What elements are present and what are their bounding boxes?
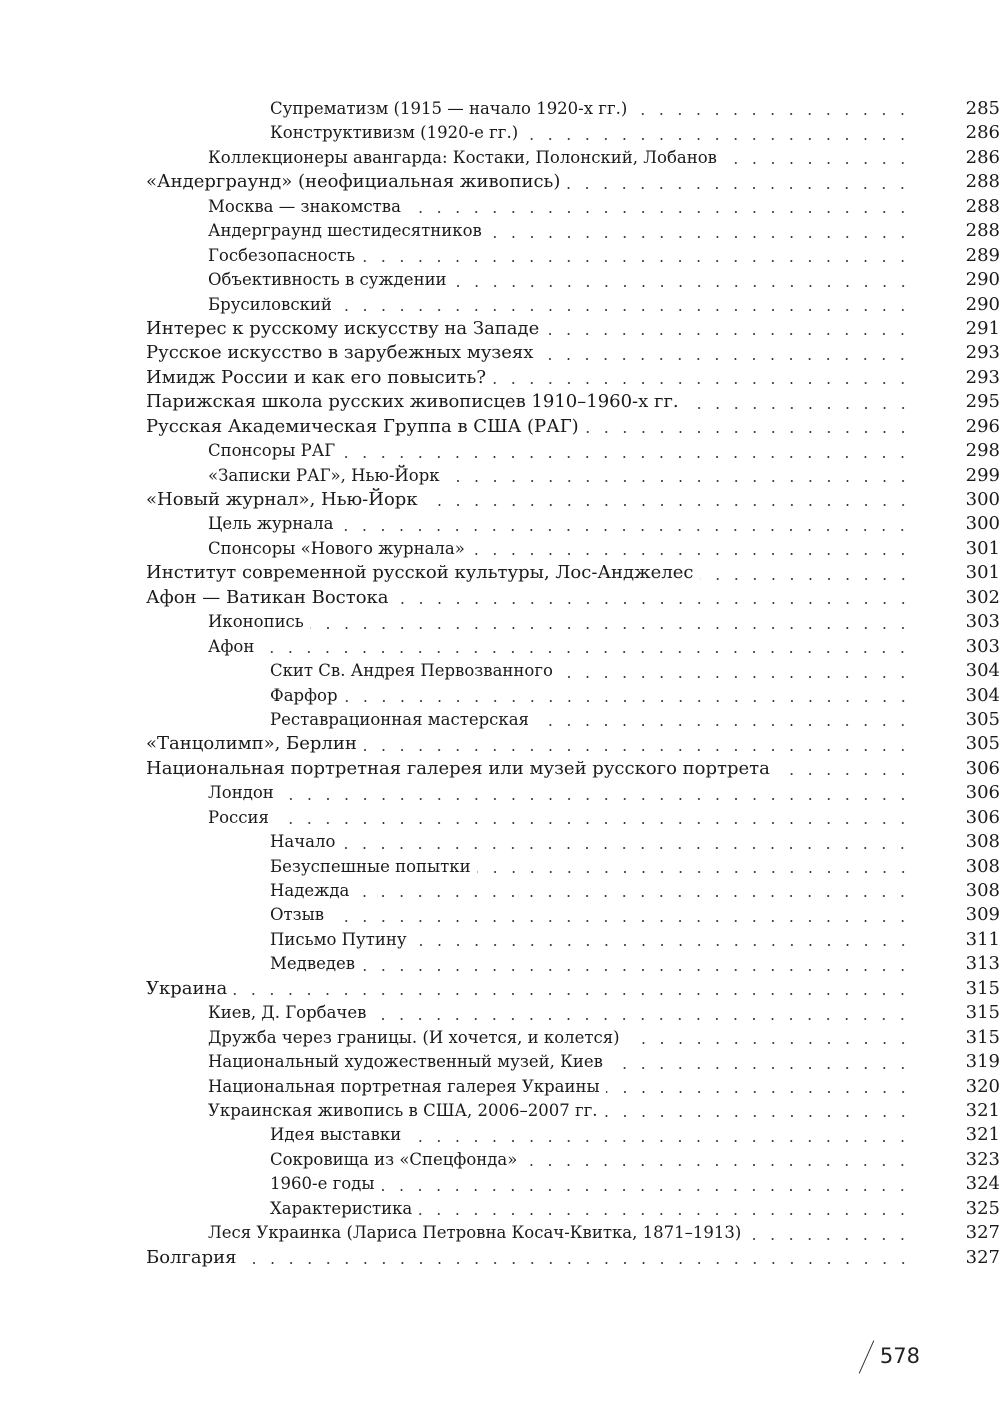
- toc-entry-title: Афон — Ватикан Востока: [146, 586, 389, 608]
- toc-entry: [0, 879, 1000, 903]
- toc-entry: [0, 952, 1000, 976]
- toc-entry-page: 286: [965, 146, 1000, 168]
- toc-entry-title: Дружба через границы. (И хочется, и колется): [208, 1027, 620, 1047]
- toc-entry-title: Институт современной русской культуры, Лос-Анджелес: [146, 562, 694, 584]
- toc-entry-title: «Записки РАГ», Нью-Йорк: [208, 465, 440, 485]
- toc-entry-page: 319: [965, 1051, 1000, 1073]
- toc-entry-title: Безуспешные попытки: [270, 856, 471, 876]
- dot-leader: [723, 146, 918, 170]
- dot-leader: [361, 244, 918, 268]
- toc-entry-page: 320: [965, 1075, 1000, 1097]
- toc-entry: [0, 586, 1000, 610]
- toc-entry-page: 290: [965, 293, 1000, 315]
- dot-leader: [380, 1172, 918, 1196]
- toc-entry-title: Надежда: [270, 881, 350, 900]
- toc-entry: [0, 439, 1000, 463]
- toc-entry-page: 289: [965, 244, 1000, 266]
- toc-entry-page: 293: [965, 366, 1000, 388]
- toc-entry: [0, 97, 1000, 121]
- toc-entry-page: 315: [965, 1026, 1000, 1048]
- toc-entry-page: 327: [965, 1222, 1000, 1244]
- toc-entry-page: 315: [965, 1002, 1000, 1024]
- toc-entry-title: «Андерграунд» (неофициальная живопись): [146, 171, 561, 193]
- dot-leader: [344, 684, 918, 708]
- toc-entry: [0, 903, 1000, 927]
- toc-entry-page: 325: [965, 1197, 1000, 1219]
- dot-leader: [310, 610, 918, 634]
- toc-entry: [0, 1050, 1000, 1074]
- toc-entry: [0, 977, 1000, 1001]
- toc-entry-page: 306: [965, 757, 1000, 779]
- dot-leader: [585, 415, 918, 439]
- toc-entry: [0, 512, 1000, 536]
- dot-leader: [330, 903, 918, 927]
- toc-entry-page: 327: [965, 1246, 1000, 1268]
- toc-entry: [0, 806, 1000, 830]
- dot-leader: [341, 830, 918, 854]
- toc-entry-title: Отзыв: [270, 905, 325, 925]
- toc-entry-title: Сокровища из «Спецфонда»: [270, 1149, 518, 1169]
- dot-leader: [609, 1050, 918, 1074]
- toc-entry-title: Афон: [208, 636, 255, 656]
- toc-entry: [0, 1246, 1000, 1270]
- toc-entry-page: 303: [965, 611, 1000, 633]
- toc-entry-title: Цель журнала: [208, 514, 334, 534]
- toc-entry: [0, 830, 1000, 854]
- dot-leader: [361, 952, 918, 976]
- dot-leader: [776, 757, 918, 781]
- dot-leader: [395, 586, 918, 610]
- toc-entry-page: 300: [965, 489, 1000, 510]
- toc-entry-page: 309: [965, 904, 1000, 926]
- toc-entry-title: Парижская школа русских живописцев 1910–1960-х гг.: [146, 391, 679, 413]
- toc-entry-title: Украина: [146, 977, 228, 999]
- toc-entry-title: Медведев: [270, 954, 356, 974]
- toc-entry-page: 308: [965, 855, 1000, 877]
- toc-entry-page: 298: [965, 440, 1000, 462]
- toc-entry-title: Спонсоры «Нового журнала»: [208, 538, 465, 558]
- toc-entry: [0, 781, 1000, 805]
- toc-entry: [0, 1172, 1000, 1196]
- toc-entry: [0, 1026, 1000, 1050]
- page-number: 578: [879, 1344, 920, 1368]
- dot-leader: [566, 170, 918, 194]
- toc-entry: [0, 1123, 1000, 1147]
- dot-leader: [407, 195, 918, 219]
- slash-ornament: [859, 1339, 875, 1373]
- dot-leader: [338, 293, 918, 317]
- dot-leader: [424, 488, 918, 512]
- toc-entry-title: «Новый журнал», Нью-Йорк: [146, 489, 418, 510]
- toc-entry-page: 321: [965, 1124, 1000, 1146]
- toc-entry: [0, 708, 1000, 732]
- toc-entry-page: 305: [965, 733, 1000, 755]
- dot-leader: [488, 219, 918, 243]
- dot-leader: [418, 1197, 918, 1221]
- toc-entry-page: 308: [965, 831, 1000, 853]
- dot-leader: [341, 439, 918, 463]
- toc-entry: [0, 561, 1000, 585]
- toc-entry-page: 308: [965, 880, 1000, 901]
- dot-leader: [523, 1148, 918, 1172]
- toc-entry: [0, 293, 1000, 317]
- toc-entry-page: 290: [965, 269, 1000, 291]
- toc-entry-title: Характеристика: [270, 1198, 413, 1218]
- toc-entry-title: Госбезопасность: [208, 245, 356, 265]
- toc-entry: [0, 488, 1000, 512]
- toc-entry: [0, 415, 1000, 439]
- dot-leader: [280, 781, 918, 805]
- toc-entry-title: Фарфор: [270, 685, 338, 705]
- toc-entry-title: Брусиловский: [208, 294, 332, 314]
- dot-leader: [372, 1001, 918, 1025]
- toc-entry: [0, 317, 1000, 341]
- toc-entry: [0, 928, 1000, 952]
- toc-entry-title: Украинская живопись в США, 2006–2007 гг.: [208, 1100, 598, 1120]
- toc-entry: [0, 366, 1000, 390]
- toc-entry: [0, 1221, 1000, 1245]
- toc-entry-title: Киев, Д. Горбачев: [208, 1003, 367, 1023]
- toc-entry-title: Объективность в суждении: [208, 270, 447, 290]
- toc-entry-title: Конструктивизм (1920-е гг.): [270, 123, 519, 143]
- toc-entry-title: Скит Св. Андрея Первозванного: [270, 661, 553, 681]
- dot-leader: [471, 537, 918, 561]
- dot-leader: [539, 341, 918, 365]
- toc-entry-page: 301: [965, 562, 1000, 584]
- page-footer: [859, 1336, 920, 1376]
- toc-entry-title: Коллекционеры авангарда: Костаки, Полонский, Лобанов: [208, 147, 717, 167]
- toc-entry-title: Национальная портретная галерея Украины: [208, 1076, 600, 1096]
- dot-leader: [260, 635, 918, 659]
- toc-entry-title: Интерес к русскому искусству на Западе: [146, 317, 540, 339]
- toc-entry-title: Идея выставки: [270, 1125, 402, 1145]
- toc-entry-title: Иконопись: [208, 612, 304, 632]
- toc-entry-title: Национальный художественный музей, Киев: [208, 1052, 603, 1072]
- toc-entry-page: 315: [965, 977, 1000, 999]
- toc-entry-title: Андерграунд шестидесятников: [208, 221, 482, 241]
- dot-leader: [492, 366, 918, 390]
- table-of-contents: [0, 97, 1000, 1270]
- toc-entry: [0, 341, 1000, 365]
- toc-entry-page: 295: [965, 391, 1000, 413]
- dot-leader: [747, 1221, 918, 1245]
- toc-entry-page: 304: [965, 660, 1000, 682]
- toc-entry-page: 303: [965, 635, 1000, 657]
- toc-entry: [0, 1001, 1000, 1025]
- toc-entry-page: 288: [965, 171, 1000, 193]
- dot-leader: [453, 268, 918, 292]
- toc-entry: [0, 170, 1000, 194]
- toc-entry-page: 296: [965, 415, 1000, 437]
- dot-leader: [243, 1246, 918, 1270]
- toc-entry-page: 324: [965, 1173, 1000, 1195]
- dot-leader: [407, 1123, 918, 1147]
- toc-entry-page: 306: [965, 806, 1000, 828]
- toc-entry-title: «Танцолимп», Берлин: [146, 733, 357, 755]
- toc-entry-title: Болгария: [146, 1246, 237, 1268]
- dot-leader: [559, 659, 918, 683]
- toc-entry-page: 305: [965, 708, 1000, 730]
- toc-entry-title: Россия: [208, 807, 269, 827]
- dot-leader: [233, 977, 918, 1001]
- toc-entry-page: 306: [965, 782, 1000, 804]
- toc-entry-title: Леся Украинка (Лариса Петровна Косач-Квитка, 1871–1913): [208, 1223, 742, 1243]
- toc-entry: [0, 732, 1000, 756]
- toc-entry: [0, 659, 1000, 683]
- toc-entry: [0, 610, 1000, 634]
- toc-entry: [0, 1099, 1000, 1123]
- toc-entry-page: 311: [965, 928, 1000, 950]
- toc-entry-title: Русская Академическая Группа в США (РАГ): [146, 415, 579, 437]
- toc-entry: [0, 390, 1000, 414]
- dot-leader: [524, 121, 918, 145]
- toc-entry: [0, 1075, 1000, 1099]
- toc-entry: [0, 1197, 1000, 1221]
- toc-entry-title: Русское искусство в зарубежных музеях: [146, 342, 534, 364]
- toc-entry-title: Спонсоры РАГ: [208, 441, 336, 461]
- toc-entry: [0, 219, 1000, 243]
- toc-entry: [0, 121, 1000, 145]
- toc-entry-page: 300: [965, 513, 1000, 535]
- dot-leader: [363, 732, 918, 756]
- toc-entry: [0, 684, 1000, 708]
- dot-leader: [355, 879, 918, 903]
- toc-entry-page: 286: [965, 122, 1000, 144]
- toc-entry-page: 285: [965, 98, 1000, 119]
- toc-entry-title: Москва — знакомства: [208, 196, 401, 216]
- toc-entry: [0, 244, 1000, 268]
- toc-entry-page: 302: [965, 586, 1000, 608]
- dot-leader: [477, 855, 918, 879]
- toc-entry-page: 293: [965, 342, 1000, 364]
- toc-entry: [0, 146, 1000, 170]
- toc-entry-page: 321: [965, 1099, 1000, 1121]
- toc-entry-title: 1960-е годы: [270, 1174, 375, 1194]
- dot-leader: [413, 928, 918, 952]
- dot-leader: [685, 390, 918, 414]
- toc-entry-title: Реставрационная мастерская: [270, 709, 529, 729]
- dot-leader: [339, 512, 918, 536]
- toc-entry-page: 288: [965, 195, 1000, 217]
- dot-leader: [535, 708, 918, 732]
- dot-leader: [446, 464, 918, 488]
- toc-entry: [0, 268, 1000, 292]
- toc-entry-title: Супрематизм (1915 — начало 1920-х гг.): [270, 99, 628, 118]
- toc-entry: [0, 1148, 1000, 1172]
- dot-leader: [626, 1026, 918, 1050]
- dot-leader: [545, 317, 918, 341]
- toc-entry: [0, 855, 1000, 879]
- toc-entry: [0, 537, 1000, 561]
- toc-entry-title: Лондон: [208, 783, 274, 803]
- dot-leader: [275, 806, 918, 830]
- dot-leader: [604, 1099, 918, 1123]
- toc-entry-page: 288: [965, 220, 1000, 242]
- toc-entry-title: Имидж России и как его повысить?: [146, 366, 486, 388]
- toc-entry: [0, 635, 1000, 659]
- toc-entry: [0, 464, 1000, 488]
- dot-leader: [700, 561, 919, 585]
- dot-leader: [633, 97, 918, 121]
- toc-entry-page: 299: [965, 464, 1000, 486]
- toc-entry-title: Письмо Путину: [270, 929, 407, 949]
- toc-entry: [0, 757, 1000, 781]
- dot-leader: [606, 1075, 918, 1099]
- toc-entry-page: 291: [965, 317, 1000, 339]
- toc-entry-page: 323: [965, 1148, 1000, 1170]
- toc-entry: [0, 195, 1000, 219]
- toc-entry-page: 313: [965, 953, 1000, 975]
- toc-entry-page: 304: [965, 684, 1000, 706]
- toc-entry-page: 301: [965, 537, 1000, 559]
- toc-entry-title: Национальная портретная галерея или музей русского портрета: [146, 757, 770, 779]
- toc-entry-title: Начало: [270, 832, 336, 852]
